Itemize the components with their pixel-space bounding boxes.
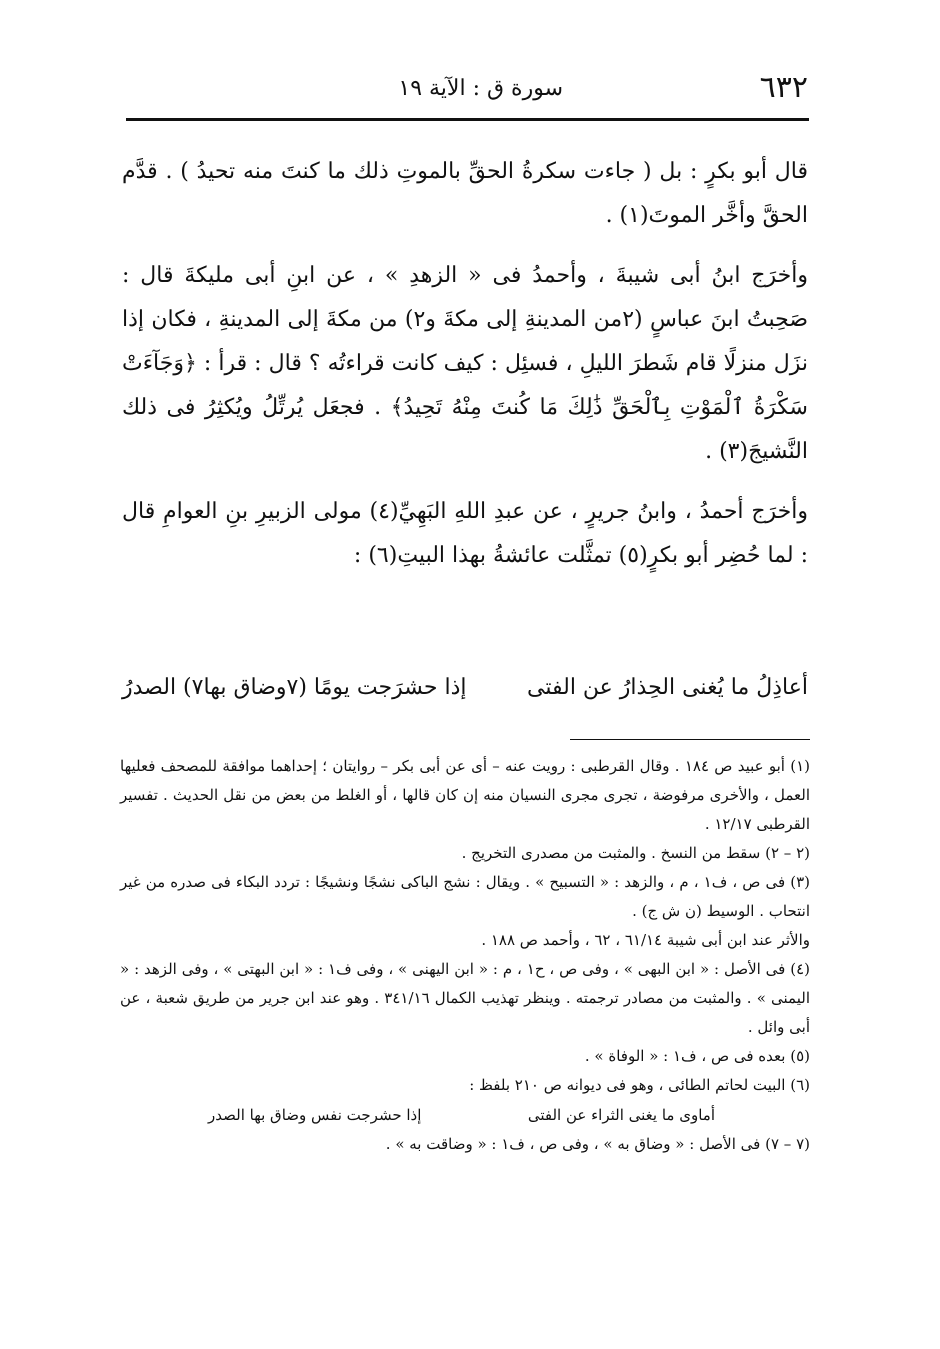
paragraph-2: وأخرَج ابنُ أبى شيبةَ ، وأحمدُ فى « الزهدِ » ، عن ابنِ أبى مليكةَ قال : صَحِبتُ ابنَ عباسٍ (٢من المدينةِ إلى مكةَ و٢) من مكةَ إلى المدينةِ ، فكان إذا نزَل منزلًا قام شَطرَ الليلِ ، فسئِل : كيف كانت قراءتُه ؟ قال : قرأ : ﴿وَجَآءَتْ سَكْرَةُ ٱلْمَوْتِ بِٱلْحَقِّ ذَٰلِكَ مَا كُنتَ مِنْهُ تَحِيدُ﴾ . فجعَل يُرتِّلُ ويُكثِرُ فى ذلك النَّشيجَ(٣) . bbox=[122, 263, 808, 464]
verse-second-hemistich: إذا حشرَجت يومًا (٧وضاق بها٧) الصدرُ bbox=[122, 675, 467, 700]
footnote-4: (٤) فى الأصل : « ابن البهى » ، وفى ص ، ح١ ، م : « ابن اليهنى » ، وفى ف١ : « ابن البهتى » ، وفى الزهد : « اليمنى » . والمثبت من مصادر ترجمته . وينظر تهذيب الكمال ٣٤١/١٦ . وهو عند ابن جرير من طريق شعبة ، عن أبى وائل . bbox=[120, 960, 811, 1036]
footnote-1: (١) أبو عبيد ص ١٨٤ . وقال القرطبى : رويت عنه – أى عن أبى بكر – روايتان ؛ إحداهما موافقة للمصحف فعليها العمل ، والأخرى مرفوضة ، تجرى مجرى النسيان منه إن كان قالها ، أو الغلط من بعض من نقل الحديث . تفسير القرطبى ١٢/١٧ . bbox=[120, 757, 810, 833]
page-number: ٦٣٢ bbox=[759, 70, 808, 105]
footnotes bbox=[120, 752, 810, 1159]
footnote-verse-second: إذا حشرجت نفس وضاق بها الصدر bbox=[208, 1106, 422, 1124]
page-header bbox=[128, 66, 808, 116]
header-rule bbox=[126, 118, 809, 121]
running-head: سورة ق : الآية ١٩ bbox=[398, 76, 563, 101]
footnote-rule bbox=[570, 739, 810, 740]
footnote-verse-first: أماوى ما يغنى الثراء عن الفتى bbox=[527, 1106, 715, 1124]
verse-first-hemistich: أعاذِلُ ما يُغنى الحِذارُ عن الفتى bbox=[527, 675, 808, 700]
poem-verse bbox=[122, 666, 808, 710]
footnote-7: (٧ – ٧) فى الأصل : « وضاق به » ، وفى ص ، ف١ : « وضاقت به » . bbox=[385, 1135, 810, 1153]
footnote-verse bbox=[120, 1100, 810, 1130]
main-text bbox=[122, 150, 808, 578]
paragraph-1: قال أبو بكرٍ : بل ( جاءت سكرةُ الحقِّ بالموتِ ذلك ما كنتَ منه تحيدُ ) . قدَّم الحقَّ وأخَّر الموتَ(١) . bbox=[122, 159, 808, 228]
footnote-3: (٣) فى ص ، ف١ ، م ، والزهد : « التسبيح » . ويقال : نشج الباكى نشجًا ونشيجًا : تردد البكاء فى صدره من غير انتحاب . الوسيط (ن ش ج) . bbox=[120, 873, 811, 920]
footnote-5: (٥) بعده فى ص ، ف١ : « الوفاة » . bbox=[584, 1047, 810, 1065]
footnote-6: (٦) البيت لحاتم الطائى ، وهو فى ديوانه ص ٢١٠ بلفظ : bbox=[469, 1076, 810, 1094]
footnote-2: (٢ – ٢) سقط من النسخ . والمثبت من مصدرى التخريج . bbox=[461, 844, 810, 862]
paragraph-3: وأخرَج أحمدُ ، وابنُ جريرٍ ، عن عبدِ اللهِ البَهِيِّ(٤) مولى الزبيرِ بنِ العوامِ قال : لما حُضِر أبو بكرٍ(٥) تمثَّلت عائشةُ بهذا البيتِ(٦) : bbox=[122, 499, 809, 568]
footnote-3-source: والأثر عند ابن أبى شيبة ٦١/١٤ ، ٦٢ ، وأحمد ص ١٨٨ . bbox=[481, 931, 810, 949]
